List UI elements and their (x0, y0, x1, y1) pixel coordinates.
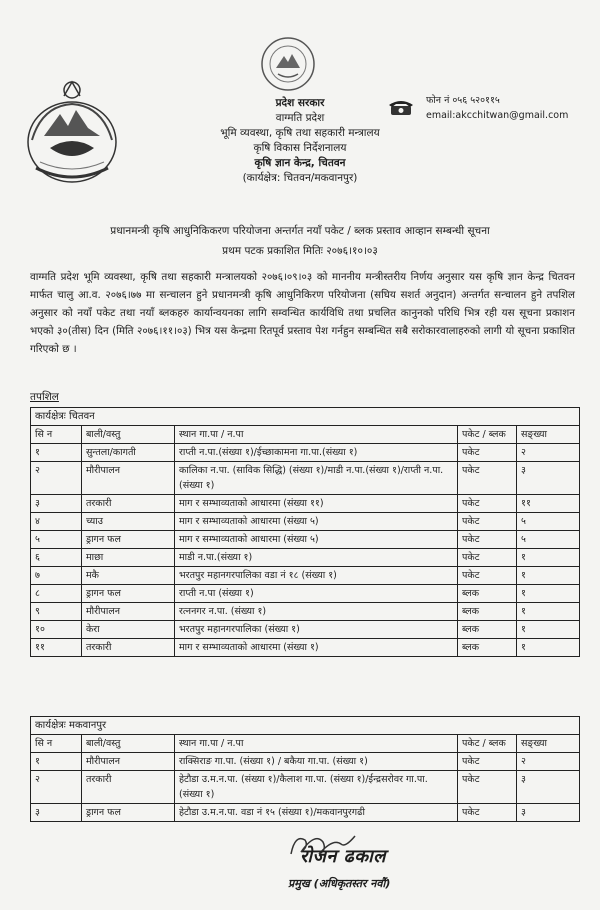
cell-location: माग र सम्भाव्यताको आधारमा (संख्या ५) (175, 513, 458, 531)
table-row (31, 603, 580, 621)
cell-count: ११ (517, 495, 580, 513)
work-area: (कार्यक्षेत्र: चितवन/मकवानपुर) (242, 172, 358, 184)
cell-crop: सुन्तला/कागती (82, 444, 175, 462)
cell-location: राप्ती न.पा (संख्या १) (175, 585, 458, 603)
cell-crop: ड्रागन फल (82, 804, 175, 822)
header-count: सङ्ख्या (517, 735, 580, 753)
cell-sn: २ (31, 771, 82, 804)
header-count: सङ्ख्या (517, 426, 580, 444)
cell-location: भरतपुर महानगरपालिका (संख्या १) (175, 621, 458, 639)
area-row (31, 408, 580, 426)
cell-sn: ३ (31, 804, 82, 822)
cell-type: ब्लक (458, 585, 517, 603)
cell-location: हेटौडा उ.म.न.पा. (संख्या १)/कैलाश गा.पा. (संख्या १)/ईन्द्रसरोवर गा.पा. (संख्या १) (175, 771, 458, 804)
cell-sn: ३ (31, 495, 82, 513)
details-heading: तपशिल (30, 391, 59, 403)
cell-type: ब्लक (458, 603, 517, 621)
office-seal-icon (258, 34, 318, 94)
cell-count: ५ (517, 513, 580, 531)
email-address: email:akcchitwan@gmail.com (426, 110, 569, 121)
cell-type: पकेट (458, 495, 517, 513)
cell-type: पकेट (458, 513, 517, 531)
chitwan-table (30, 407, 580, 657)
phone-number: फोन नं ०५६ ५२०११५ (426, 95, 500, 106)
cell-crop: मौरीपालन (82, 603, 175, 621)
cell-location: भरतपुर महानगरपालिका वडा नं १८ (संख्या १) (175, 567, 458, 585)
table-row (31, 804, 580, 822)
cell-count: १ (517, 567, 580, 585)
directorate-name: कृषि विकास निर्देशनालय (253, 142, 347, 154)
header-type: पकेट / ब्लक (458, 735, 517, 753)
table-row (31, 621, 580, 639)
cell-crop: च्याउ (82, 513, 175, 531)
cell-type: पकेट (458, 804, 517, 822)
cell-count: ५ (517, 531, 580, 549)
contact-info (426, 93, 568, 123)
cell-sn: १० (31, 621, 82, 639)
cell-location: माग र सम्भाव्यताको आधारमा (संख्या ११) (175, 495, 458, 513)
cell-location: रत्ननगर न.पा. (संख्या १) (175, 603, 458, 621)
cell-sn: ११ (31, 639, 82, 657)
cell-type: ब्लक (458, 639, 517, 657)
cell-type: ब्लक (458, 621, 517, 639)
table-row (31, 462, 580, 495)
province-name: वाग्मति प्रदेश (275, 112, 325, 124)
cell-count: ३ (517, 771, 580, 804)
signer-title: प्रमुख (अधिकृतस्तर नवौं) (288, 877, 391, 890)
cell-sn: १ (31, 444, 82, 462)
cell-sn: ८ (31, 585, 82, 603)
cell-location: राप्ती न.पा.(संख्या १)/ईच्छाकामना गा.पा.(संख्या १) (175, 444, 458, 462)
table-row (31, 585, 580, 603)
cell-count: १ (517, 621, 580, 639)
cell-crop: ड्रागन फल (82, 531, 175, 549)
cell-type: पकेट (458, 567, 517, 585)
header-sn: सि न (31, 735, 82, 753)
cell-sn: ९ (31, 603, 82, 621)
cell-location: कालिका न.पा. (साविक सिद्धि) (संख्या १)/माडी न.पा.(संख्या १)/राप्ती न.पा.(संख्या १) (175, 462, 458, 495)
office-name: कृषि ज्ञान केन्द्र, चितवन (254, 157, 346, 169)
signer-name: रोजन ढकाल (300, 846, 386, 867)
cell-crop: तरकारी (82, 771, 175, 804)
cell-location: राक्सिराङ गा.पा. (संख्या १) / बकैया गा.पा. (संख्या १) (175, 753, 458, 771)
cell-sn: ४ (31, 513, 82, 531)
table-row (31, 639, 580, 657)
cell-crop: तरकारी (82, 639, 175, 657)
cell-count: १ (517, 585, 580, 603)
cell-crop: मौरीपालन (82, 753, 175, 771)
cell-sn: ५ (31, 531, 82, 549)
cell-count: १ (517, 603, 580, 621)
cell-count: १ (517, 549, 580, 567)
cell-type: पकेट (458, 531, 517, 549)
cell-count: १ (517, 639, 580, 657)
cell-type: पकेट (458, 753, 517, 771)
cell-location: माग र सम्भाव्यताको आधारमा (संख्या १) (175, 639, 458, 657)
cell-crop: मौरीपालन (82, 462, 175, 495)
cell-count: २ (517, 753, 580, 771)
cell-type: पकेट (458, 771, 517, 804)
cell-crop: तरकारी (82, 495, 175, 513)
nepal-emblem-icon (22, 76, 122, 188)
cell-type: पकेट (458, 549, 517, 567)
chitwan-rows (31, 444, 580, 657)
telephone-icon (388, 98, 414, 116)
cell-sn: ७ (31, 567, 82, 585)
area-row (31, 717, 580, 735)
published-date: प्रथम पटक प्रकाशित मितिः २०७६।१०।०३ (222, 245, 378, 257)
province-government: प्रदेश सरकार (275, 97, 325, 109)
makwanpur-rows (31, 753, 580, 822)
header-type: पकेट / ब्लक (458, 426, 517, 444)
table-row (31, 495, 580, 513)
cell-type: पकेट (458, 444, 517, 462)
table-row (31, 531, 580, 549)
header-crop: बाली/वस्तु (82, 735, 175, 753)
table-row (31, 753, 580, 771)
cell-count: २ (517, 444, 580, 462)
cell-type: पकेट (458, 462, 517, 495)
cell-crop: ड्रागन फल (82, 585, 175, 603)
cell-crop: केरा (82, 621, 175, 639)
header-location: स्थान गा.पा / न.पा (175, 426, 458, 444)
area-label: कार्यक्षेत्रः मकवानपुर (31, 717, 580, 735)
table-header-row (31, 735, 580, 753)
notice-body: वाग्मति प्रदेश भूमि व्यवस्था, कृषि तथा सहकारी मन्त्रालयको २०७६।०९।०३ को माननीय मन्त्रीस्तरीय निर्णय अनुसार यस कृषि ज्ञान केन्द्र चितवन मार्फत चालु आ.व. २०७६।७७ मा सन्चालन हुने प्रधानमन्त्री कृषि आधुनिकिरण परियोजना (सघिय सशर्त अनुदान) अन्तर्गत सन्चालन हुने तपशिल अनुसार को नयाँ पकेट तथा नयाँ ब्लकहरु कार्यान्वयनका लागि सम्वन्धित कार्यविधि तथा प्रचलित कानुनको परिधि भित्र रही यस सूचना प्रकाशन भएको ३०(तीस) दिन (मिति २०७६।११।०३) भित्र यस केन्द्रमा रितपूर्व प्रस्ताव पेश गर्नहुन सम्बन्धित सबै सरोकारवालाहरुको लागी यो सूचना प्रकाशित गरिएको छ । (30, 271, 575, 355)
table-row (31, 444, 580, 462)
table-row (31, 771, 580, 804)
cell-sn: १ (31, 753, 82, 771)
cell-sn: ६ (31, 549, 82, 567)
header-sn: सि न (31, 426, 82, 444)
cell-location: हेटौडा उ.म.न.पा. वडा नं १५ (संख्या १)/मकवानपुरगढी (175, 804, 458, 822)
table-row (31, 567, 580, 585)
cell-location: माडी न.पा.(संख्या १) (175, 549, 458, 567)
notice-subject: प्रधानमन्त्री कृषि आधुनिकिकरण परियोजना अन्तर्गत नयाँ पकेट / ब्लक प्रस्ताव आव्हान सम्बन्धी सूचना (110, 225, 490, 237)
cell-count: ३ (517, 462, 580, 495)
ministry-name: भूमि व्यवस्था, कृषि तथा सहकारी मन्त्रालय (220, 127, 380, 139)
cell-sn: २ (31, 462, 82, 495)
makwanpur-table (30, 716, 580, 822)
cell-crop: मकै (82, 567, 175, 585)
cell-count: ३ (517, 804, 580, 822)
table-header-row (31, 426, 580, 444)
table-row (31, 549, 580, 567)
cell-crop: माछा (82, 549, 175, 567)
area-label: कार्यक्षेत्रः चितवन (31, 408, 580, 426)
header-crop: बाली/वस्तु (82, 426, 175, 444)
header-location: स्थान गा.पा / न.पा (175, 735, 458, 753)
table-row (31, 513, 580, 531)
cell-location: माग र सम्भाव्यताको आधारमा (संख्या ५) (175, 531, 458, 549)
